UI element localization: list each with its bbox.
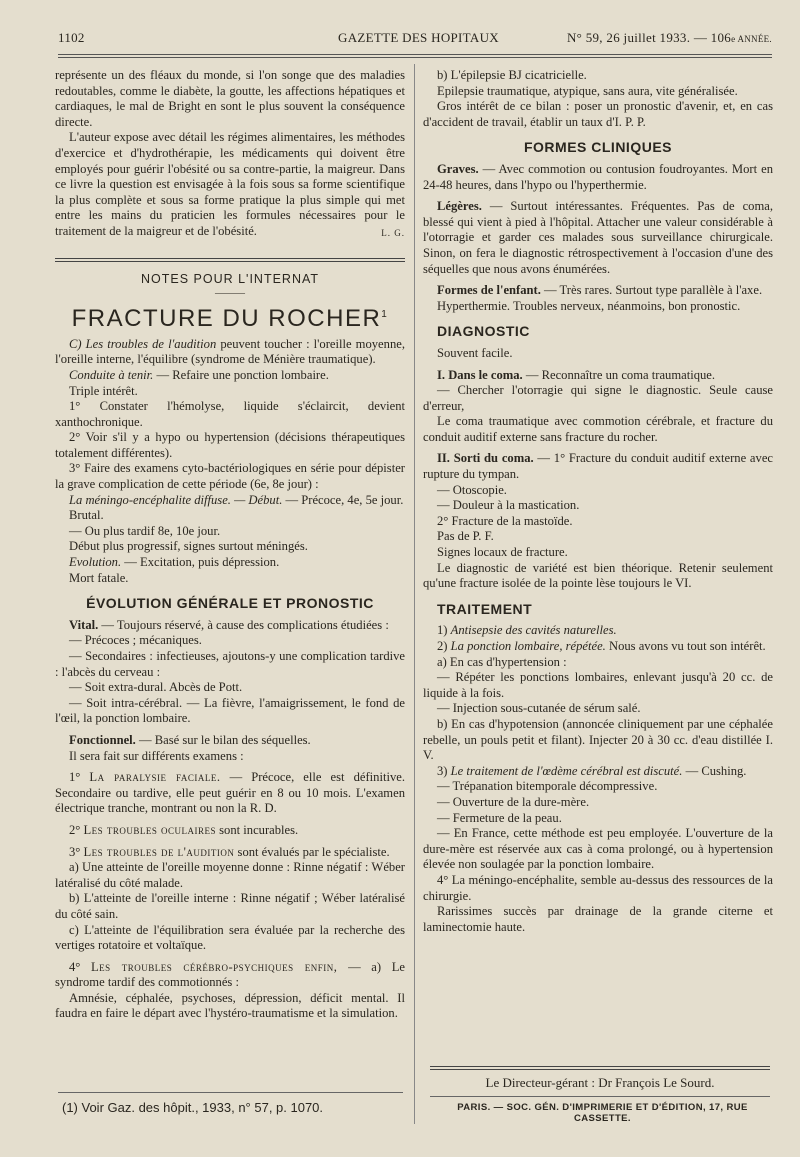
- footnote-rule: [58, 1092, 403, 1093]
- printer-imprint: PARIS. — SOC. GÉN. D'IMPRIMERIE ET D'ÉDITION, 17, RUE CASSETTE.: [457, 1102, 748, 1124]
- paragraph: Fonctionnel. — Basé sur le bilan des séquelles.: [69, 732, 311, 747]
- review-signature-line: [55, 227, 405, 246]
- list-item: 2) La ponction lombaire, répétée. Nous avons vu tout son intérêt.: [437, 639, 766, 653]
- list-item: 2° Les troubles oculaires sont incurables.: [69, 822, 299, 837]
- article-title: FRACTURE DU ROCHER$^1$: [71, 305, 389, 333]
- list-item: 3° Faire des examens cyto-bactériologiques en série pour dépister la grave complication de cette période (6e, 8e jour) :: [55, 461, 405, 492]
- list-item: — Trépanation bitemporale décompressive.: [437, 779, 658, 794]
- list-item: — Fermeture de la peau.: [437, 810, 562, 825]
- list-item: 3) Le traitement de l'œdème cérébral est discuté. — Cushing.: [437, 763, 747, 778]
- journal-name: GAZETTE DES HOPITAUX: [338, 30, 499, 45]
- header-rule: [58, 54, 772, 58]
- list-item: — Répéter les ponctions lombaires, enlevant jusqu'à 20 cc. de liquide à la fois.: [423, 670, 773, 700]
- column-divider: [414, 64, 415, 1124]
- section-rule: [55, 258, 405, 262]
- paragraph: Formes de l'enfant. — Très rares. Surtout type parallèle à l'axe.: [437, 283, 763, 298]
- paragraph: Vital. — Toujours réservé, à cause des complications étudiées :: [69, 617, 389, 632]
- paragraph: Pas de P. F.: [437, 529, 494, 544]
- right-column: [423, 68, 773, 935]
- paragraph: Il sera fait sur différents examens :: [69, 748, 244, 763]
- list-item: — En France, cette méthode est peu employée. L'ouverture de la dure-mère est réservée aux cas à coma prolongé, ou à hypertension élevée non soulagée par la ponction lombaire.: [423, 826, 773, 872]
- paragraph: Epilepsie traumatique, atypique, sans aura, vite généralisée.: [437, 83, 738, 98]
- paragraph: Evolution. — Excitation, puis dépression.: [69, 555, 280, 570]
- paragraph: Rarissimes succès par drainage de la grande citerne et laminectomie haute.: [423, 904, 773, 934]
- page-header: [58, 30, 772, 52]
- list-item: — Soit intra-cérébral. — La fièvre, l'amaigrissement, le fond de l'œil, la ponction lombaire.: [55, 695, 405, 726]
- left-column: [55, 68, 405, 1022]
- list-item: — Secondaires : infectieuses, ajoutons-y une complication tardive : l'abcès du cerveau :: [55, 649, 405, 679]
- paragraph: Légères. — Surtout intéressantes. Fréquentes. Pas de coma, blessé qui vient à pied à l'hôpital. Attacher une valeur considérable à l'otorragie et garder ces malades sous surveillance chirurgicale. Sinon, on fera le diagnostic rétrospectivement à l'occasion d'une des séquelles que nous avons énumérées.: [423, 199, 773, 276]
- paragraph: — Ou plus tardif 8e, 10e jour.: [69, 523, 221, 538]
- paragraph: Brutal.: [69, 508, 104, 523]
- list-item: b) En cas d'hypotension (annoncée cliniquement par une céphalée rebelle, un pouls petit et filant). Injecter 20 à 30 cc. d'eau distillée I. V.: [423, 716, 773, 763]
- paragraph: La méningo-encéphalite diffuse. — Début. — Précoce, 4e, 5e jour.: [69, 492, 404, 507]
- list-item: — Ouverture de la dure-mère.: [437, 794, 590, 809]
- issue-info: N° 59, 26 juillet 1933. — 106e ANNÉE.: [566, 30, 772, 45]
- closing-rule: [430, 1066, 770, 1070]
- section-title: NOTES POUR L'INTERNAT: [140, 271, 320, 286]
- paragraph: Gros intérêt de ce bilan : poser un pronostic d'avenir, et, en cas d'accident de travail, établir un taux d'I. P. P.: [423, 99, 773, 129]
- paragraph: I. Dans le coma. — Reconnaître un coma traumatique.: [437, 367, 716, 382]
- list-item: 2° Fracture de la mastoïde.: [437, 513, 573, 528]
- list-item: a) En cas d'hypertension :: [437, 654, 567, 669]
- footnote: (1) Voir Gaz. des hôpit., 1933, n° 57, p. 1070.: [62, 1100, 324, 1115]
- paragraph: Amnésie, céphalée, psychoses, dépression, déficit mental. Il faudra en faire le départ avec l'hystéro-traumatisme et la simulation.: [55, 990, 405, 1021]
- review-paragraph: représente un des fléaux du monde, si l'on songe que des maladies redoutables, comme le diabète, la goutte, les affections hépatiques et cardiaques, le mal de Bright en sont le plus souvent la conséquence directe.: [55, 68, 405, 129]
- paragraph: Graves. — Avec commotion ou contusion foudroyantes. Mort en 24-48 heures, dans l'hypo ou l'hyperthermie.: [423, 161, 773, 192]
- list-item: 4° Les troubles cérébro-psychiques enfin, — a) Le syndrome tardif des commotionnés :: [55, 959, 405, 990]
- list-item: — Soit extra-dural. Abcès de Pott.: [69, 680, 243, 695]
- heading-diagnostic: DIAGNOSTIC: [437, 323, 530, 340]
- paragraph: Mort fatale.: [69, 570, 129, 585]
- list-item: 1° Constater l'hémolyse, liquide s'éclaircit, devient xanthochronique.: [55, 399, 405, 429]
- page-number: 1102: [58, 30, 85, 45]
- heading-traitement: TRAITEMENT: [437, 600, 533, 617]
- paragraph: Début plus progressif, signes surtout méningés.: [69, 539, 308, 554]
- list-item: b) L'atteinte de l'oreille interne : Rinne négatif ; Wéber latéralisé du côté sain.: [55, 891, 405, 921]
- paragraph: Le coma traumatique avec commotion cérébrale, et fracture du conduit auditif externe sans fracture du rocher.: [423, 414, 773, 444]
- review-paragraph: L'auteur expose avec détail les régimes alimentaires, les méthodes d'exercice et d'hydrothérapie, les médicaments qui doivent être employés pour guérir l'obésité ou sa contre-partie, la maigreur. Dans ce livre la question est envisagée à la fois sous sa forme scientifique la plus complète et sous sa forme pratique la plus simple qui met entre les mains du praticien les formules nécessaires pour le traitement de la maigreur et de l'obésité.: [55, 130, 405, 238]
- list-item: — Otoscopie.: [437, 482, 507, 497]
- list-item: — Injection sous-cutanée de sérum salé.: [437, 701, 641, 716]
- publisher-line: Le Directeur-gérant : Dr François Le Sourd.: [485, 1075, 715, 1090]
- list-item: 2° Voir s'il y a hypo ou hypertension (décisions thérapeutiques totalement différentes).: [55, 430, 405, 460]
- paragraph: Conduite à tenir. — Refaire une ponction lombaire.: [69, 367, 329, 382]
- list-item: a) Une atteinte de l'oreille moyenne donne : Rinne négatif : Wéber latéralisé du côté malade.: [55, 860, 405, 890]
- paragraph: Souvent facile.: [437, 345, 513, 360]
- paragraph: II. Sorti du coma. — 1° Fracture du conduit auditif externe avec rupture du tympan.: [423, 451, 774, 482]
- title-ornament: ———: [215, 288, 245, 300]
- list-item: — Douleur à la mastication.: [437, 498, 580, 513]
- list-item: 3° Les troubles de l'audition sont évalués par le spécialiste.: [69, 844, 390, 859]
- imprint-rule: [430, 1096, 770, 1097]
- list-item: c) L'atteinte de l'équilibration sera évaluée par la recherche des vertiges rotatoire et voltaïque.: [55, 922, 405, 953]
- list-item: 4° La méningo-encéphalite, semble au-dessus des ressources de la chirurgie.: [423, 872, 773, 903]
- paragraph: b) L'épilepsie BJ cicatricielle.: [437, 68, 587, 82]
- paragraph: Hyperthermie. Troubles nerveux, néanmoins, bon pronostic.: [437, 298, 741, 313]
- list-item: — Précoces ; mécaniques.: [69, 633, 202, 648]
- heading-formes-cliniques: FORMES CLINIQUES: [523, 139, 672, 156]
- list-item: 1° La paralysie faciale. — Précoce, elle est définitive. Secondaire ou tardive, elle peut guérir en 8 ou 10 mois. L'examen électrique tranche, montrant ou non la R. D.: [55, 770, 406, 816]
- list-item: 1) Antisepsie des cavités naturelles.: [437, 623, 617, 638]
- paragraph: — Chercher l'otorragie qui signe le diagnostic. Seule cause d'erreur,: [423, 383, 773, 413]
- paragraph: Triple intérêt.: [69, 383, 138, 398]
- paragraph: Signes locaux de fracture.: [437, 545, 568, 560]
- paragraph: C) Les troubles de l'audition peuvent toucher : l'oreille moyenne, l'oreille interne, l'équilibre (syndrome de Ménière traumatique).: [55, 336, 405, 367]
- paragraph: Le diagnostic de variété est bien théorique. Retenir seulement qu'une fracture isolée de la pointe lèse toujours le VI.: [423, 560, 773, 591]
- heading-evolution: ÉVOLUTION GÉNÉRALE ET PRONOSTIC: [86, 595, 374, 612]
- review-signature: L. G.: [381, 227, 405, 238]
